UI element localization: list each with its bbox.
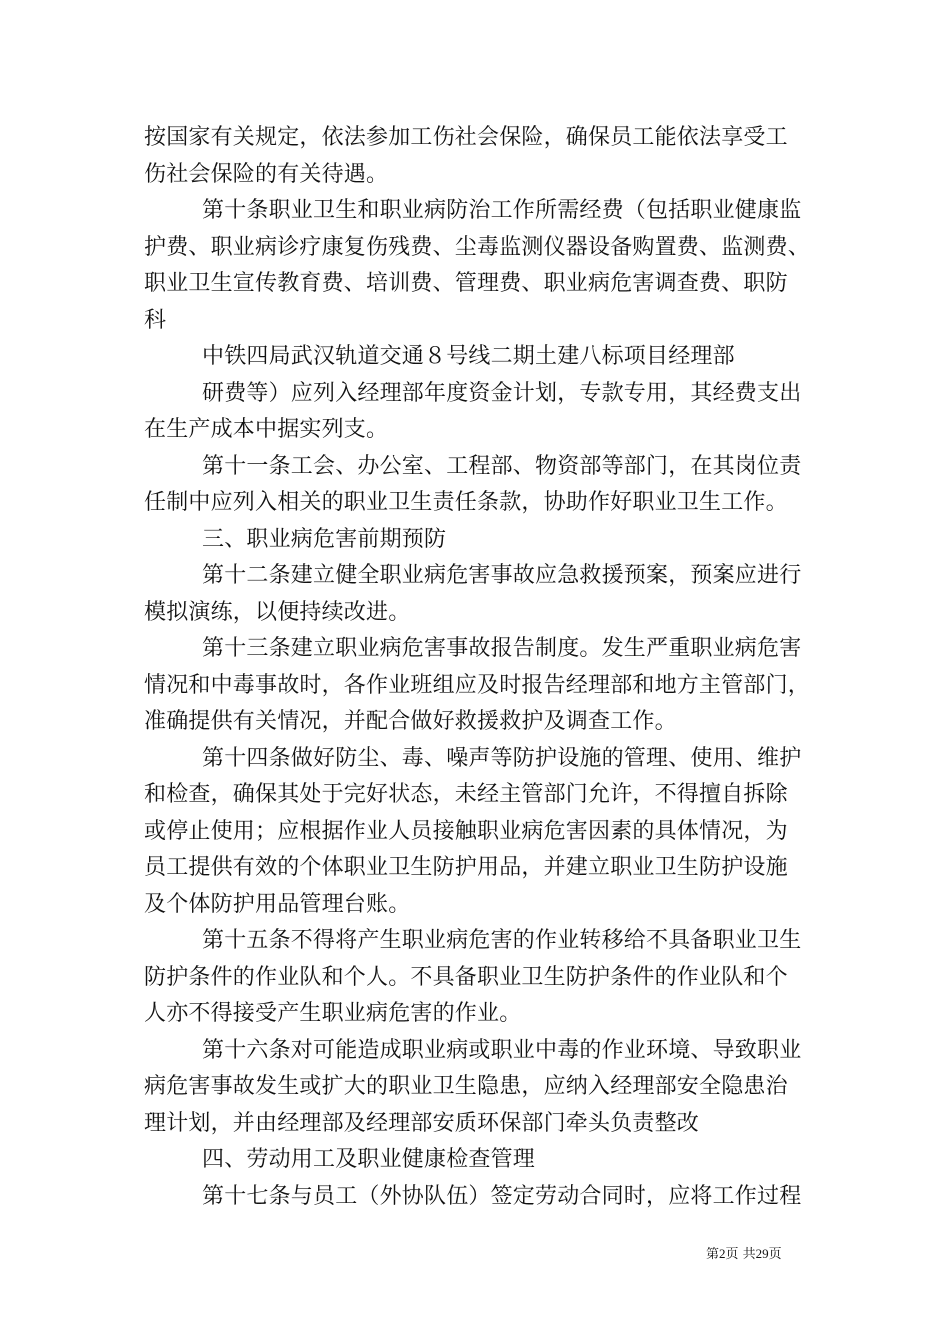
- text-line: 第十六条对可能造成职业病或职业中毒的作业环境、导致职业: [202, 1037, 802, 1063]
- text-line: 病危害事故发生或扩大的职业卫生隐患，应纳入经理部安全隐患治: [144, 1074, 788, 1099]
- text-line: 在生产成本中据实列支。: [144, 417, 389, 442]
- footer-suffix: 页: [768, 1247, 782, 1262]
- footer-middle: 页 共: [725, 1247, 756, 1262]
- page-footer: [706, 1245, 782, 1264]
- text-line: 防护条件的作业队和个人。不具备职业卫生防护条件的作业队和个: [144, 964, 788, 990]
- text-line: 及个体防护用品管理台账。: [144, 891, 411, 917]
- text-line: 第十条职业卫生和职业病防治工作所需经费（包括职业健康监: [202, 198, 802, 223]
- text-line: 职业卫生宣传教育费、培训费、管理费、职业病危害调查费、职防: [144, 271, 788, 296]
- text-line: 护费、职业病诊疗康复伤残费、尘毒监测仪器设备购置费、监测费、: [144, 234, 811, 260]
- text-line: 准确提供有关情况，并配合做好救援救护及调查工作。: [144, 709, 677, 734]
- text-line: 理计划，并由经理部及经理部安质环保部门牵头负责整改: [144, 1110, 700, 1136]
- text-line: 第十三条建立职业病危害事故报告制度。发生严重职业病危害: [202, 636, 802, 661]
- document-body: [144, 120, 810, 1215]
- text-line: 第十五条不得将产生职业病危害的作业转移给不具备职业卫生: [202, 928, 802, 953]
- text-line: 按国家有关规定，依法参加工伤社会保险，确保员工能依法享受工: [144, 125, 788, 150]
- text-line: 或停止使用；应根据作业人员接触职业病危害因素的具体情况，为: [144, 818, 788, 844]
- text-line: 员工提供有效的个体职业卫生防护用品，并建立职业卫生防护设施: [144, 855, 788, 880]
- text-line: 和检查，确保其处于完好状态，未经主管部门允许，不得擅自拆除: [144, 782, 788, 807]
- total-pages: 29: [755, 1246, 769, 1261]
- text-line: 人亦不得接受产生职业病危害的作业。: [144, 1001, 522, 1026]
- text-line: 第十一条工会、办公室、工程部、物资部等部门，在其岗位责: [202, 453, 802, 479]
- text-line: 模拟演练，以便持续改进。: [144, 599, 411, 625]
- text-line: 情况和中毒事故时，各作业班组应及时报告经理部和地方主管部门，: [144, 672, 811, 698]
- text-line: 三、职业病危害前期预防: [202, 526, 447, 552]
- text-line: 研费等）应列入经理部年度资金计划，专款专用，其经费支出: [202, 380, 802, 406]
- page-number: 2: [719, 1246, 726, 1261]
- text-line: 科: [144, 307, 167, 333]
- text-line: 第十二条建立健全职业病危害事故应急救援预案，预案应进行: [202, 563, 802, 588]
- text-line: 四、劳动用工及职业健康检查管理: [202, 1147, 536, 1172]
- text-line: 第十七条与员工（外协队伍）签定劳动合同时，应将工作过程: [202, 1183, 802, 1209]
- text-line: 任制中应列入相关的职业卫生责任条款，协助作好职业卫生工作。: [144, 490, 788, 515]
- text-line: 中铁四局武汉轨道交通８号线二期土建八标项目经理部: [202, 344, 735, 369]
- text-line: 第十四条做好防尘、毒、噪声等防护设施的管理、使用、维护: [202, 745, 802, 771]
- footer-prefix: 第: [706, 1247, 720, 1262]
- text-line: 伤社会保险的有关待遇。: [144, 161, 389, 187]
